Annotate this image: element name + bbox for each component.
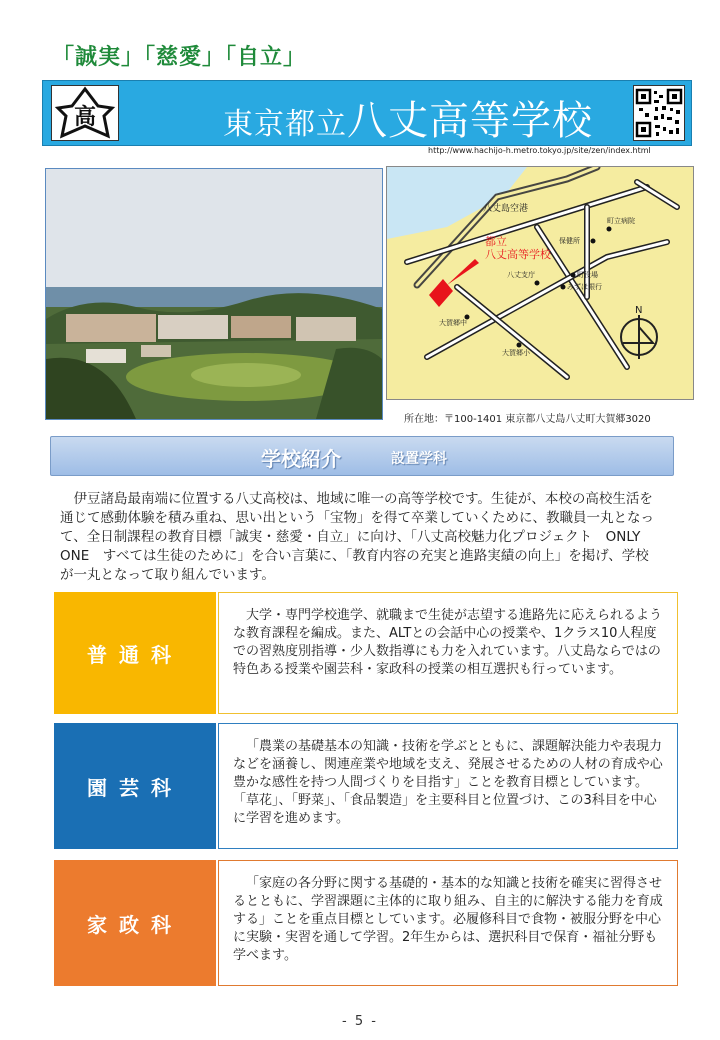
map-label-school-line1: 都立 [485, 235, 507, 248]
page-number: - 5 - [342, 1014, 378, 1029]
motto-heading: 「誠実」「慈愛」「自立」 [52, 45, 307, 70]
department-engeika [54, 723, 678, 849]
school-address: 所在地：〒100-1401 東京都八丈島八丈町大賀郷3020 [404, 414, 651, 425]
north-arrow-icon [621, 305, 657, 359]
location-map [386, 166, 694, 400]
section-header [50, 436, 674, 476]
intro-paragraph: 伊豆諸島最南端に位置する八丈高校は、地域に唯一の高等学校です。生徒が、本校の高校生活を通じて感動体験を積み重ね、思い出という「宝物」を得て卒業していくために、教職員一丸となって、全日制課程の教育目標「誠実・慈愛・自立」に向け、「八丈高校魅力化プロジェクト ONLY ONE すべては生徒のために」を合い言葉に、「教育内容の充実と進路実績の向上」を掲げ、学校が一丸となって取り組んでいます。 [60, 491, 654, 583]
qr-code-icon [633, 85, 685, 141]
department-futsuka [54, 592, 678, 714]
map-label-bank: みずほ銀行 [567, 283, 602, 291]
emblem-char: 高 [73, 104, 97, 130]
section-subtitle: 設置学科 [391, 451, 447, 467]
department-description: 大学・専門学校進学、就職まで生徒が志望する進路先に応えられるような教育課程を編成。また、ALTとの会話中心の授業や、1クラス10人程度での習熟度別指導・少人数指導にも力を入れています。八丈島ならではの特色ある授業や園芸科・家政科の授業の相互選択も行っています。 [218, 592, 678, 714]
school-emblem-icon [51, 85, 119, 141]
department-name: 園芸科 [54, 723, 216, 849]
department-description: 「家庭の各分野に関する基礎的・基本的な知識と技術を確実に習得させるとともに、学習課題に主体的に取り組み、自主的に解決する能力を育成する」ことを重点目標としています。必履修科目で食物・被服分野を中心に実験・実習を通して学習。2年生からは、選択科目で保育・福祉分野も学べます。 [218, 860, 678, 986]
section-title: 学校紹介 [261, 447, 341, 471]
department-name: 普通科 [54, 592, 216, 714]
school-url[interactable]: http://www.hachijo-h.metro.tokyo.jp/site/zen/index.html [428, 146, 651, 155]
map-label-health-center: 保健所 [559, 237, 580, 245]
north-label: N [635, 305, 643, 316]
school-name-prefix: 東京都立 [223, 107, 347, 142]
map-label-airport: 八丈島空港 [483, 204, 529, 214]
map-label-school-line2: 八丈高等学校 [485, 248, 551, 261]
department-kaseika [54, 860, 678, 986]
map-label-town-office: 町役場 [577, 271, 598, 279]
department-description: 「農業の基礎基本の知識・技術を学ぶとともに、課題解決能力や表現力などを涵養し、関連産業や地域を支え、発展させるための人材の育成や心豊かな感性を持つ人間づくりを目指す」ことを教育目標としています。「草花」、「野菜」、「食品製造」を主要科目と位置づけ、この3科目を中心に学習を進めます。 [218, 723, 678, 849]
school-banner [42, 80, 692, 146]
campus-photo [45, 168, 383, 420]
map-label-jhs: 大賀郷中 [439, 319, 467, 327]
school-name [223, 89, 593, 146]
map-label-hospital: 町立病院 [607, 217, 635, 225]
map-label-es: 大賀郷小 [502, 349, 530, 357]
school-name-main: 八丈高等学校 [347, 98, 593, 144]
map-label-branch: 八丈支庁 [507, 271, 535, 279]
department-name: 家政科 [54, 860, 216, 986]
